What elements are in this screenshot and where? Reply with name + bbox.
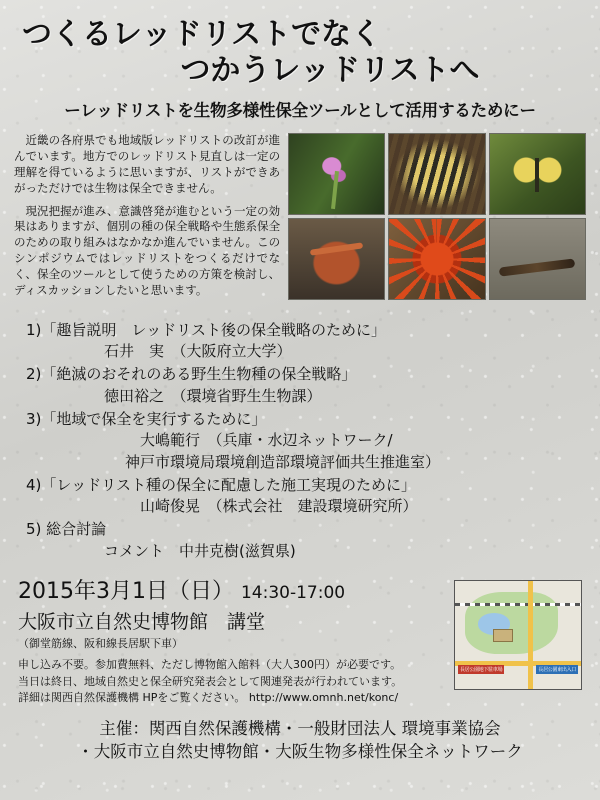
map-label-east-entrance: 長居公園東出入口 <box>538 667 576 674</box>
event-note-3: 詳細は関西自然保護機構 HPをご覧ください。 <box>18 691 246 705</box>
program-item-5 <box>26 519 574 562</box>
organizers-line-2: ・大阪市立自然史博物館・大阪生物多様性保全ネットワーク <box>77 742 523 762</box>
program-speaker-2: 徳田裕之 （環境省野生生物課） <box>104 386 322 405</box>
program-item-1 <box>26 320 574 363</box>
event-date: 2015年3月1日（日） <box>18 579 234 605</box>
event-note-3-line <box>18 690 433 707</box>
program-speaker-4: 山崎俊晃 （株式会社 建設環境研究所） <box>140 497 418 516</box>
event-note-1: 申し込み不要。参加費無料、ただし博物館入館料（大人300円）が必要です。 <box>18 658 402 672</box>
program-list <box>26 320 574 562</box>
map-museum-building <box>493 629 513 642</box>
event-note-2: 当日は終日、地域自然史と保全研究発表会として関連発表が行われています。 <box>18 674 403 688</box>
intro-text <box>14 133 280 306</box>
title-line-2: つかうレッドリストへ <box>180 52 480 88</box>
program-item-4 <box>26 475 574 518</box>
photo-grid <box>288 133 586 306</box>
orchid-photo <box>288 133 385 215</box>
lizard-photo <box>489 218 586 300</box>
event-url[interactable]: http://www.omnh.net/konc/ <box>248 691 399 705</box>
program-title-5: 5) 総合討論 <box>26 520 107 539</box>
organizers <box>14 717 586 765</box>
map-label-parking: 長居公園地下駐車場 <box>460 667 503 674</box>
organizers-line-1: 主催：関西自然保護機構・一般財団法人 環境事業協会 <box>99 718 501 738</box>
event-notes <box>18 657 433 707</box>
title-block <box>0 0 600 121</box>
intro-and-photos <box>0 121 600 306</box>
striped-insect-photo <box>388 133 485 215</box>
program-speaker-3: 大嶋範行 （兵庫・水辺ネットワーク/ <box>140 431 393 450</box>
sea-star-photo <box>388 218 485 300</box>
program-title-2: 2)「絶滅のおそれのある野生生物種の保全戦略」 <box>26 365 357 384</box>
map-railway <box>455 603 581 606</box>
intro-paragraph-2: 現況把握が進み、意識啓発が進むという一定の効果はありますが、個別の種の保全戦略や生態系保全のための取り組みはなかなか進んでいません。このシンポジウムではレッドリストをつくるだけでなく、保全のツールとして使うための方策を検討し、ディスカッションしたいと思います。 <box>14 203 281 297</box>
program-title-1: 1)「趣旨説明 レッドリスト後の保全戦略のために」 <box>26 320 386 339</box>
butterfly-photo <box>489 133 586 215</box>
event-time: 14:30-17:00 <box>240 583 346 604</box>
map-road-vertical <box>528 581 533 689</box>
program-speaker-1: 石井 実 （大阪府立大学） <box>104 342 292 361</box>
venue-map <box>454 580 582 690</box>
program-speaker-5: コメント 中井克樹(滋賀県) <box>104 541 296 560</box>
crab-photo <box>288 218 385 300</box>
intro-paragraph-1: 近畿の各府県でも地域版レッドリストの改訂が進んでいます。地方でのレッドリスト見直しは一定の理解を得ているように思いますが、リストができあがっただけでは生物は保全できません。 <box>14 133 281 195</box>
program-title-4: 4)「レッドリスト種の保全に配慮した施工実現のために」 <box>26 475 416 494</box>
program-item-3 <box>26 409 574 473</box>
event-venue-access: （御堂筋線、阪和線長居駅下車） <box>18 637 183 651</box>
program-speaker-3-line2: 神戸市環境局環境創造部環境評価共生推進室） <box>125 452 441 471</box>
program-item-2 <box>26 364 574 407</box>
event-details <box>18 574 582 707</box>
title-line-1: つくるレッドリストでなく <box>22 17 382 52</box>
event-venue: 大阪市立自然史博物館 講堂 <box>18 611 266 634</box>
program-title-3: 3)「地域で保全を実行するために」 <box>26 409 267 428</box>
subtitle: ーレッドリストを生物多様性保全ツールとして活用するためにー <box>64 101 536 121</box>
